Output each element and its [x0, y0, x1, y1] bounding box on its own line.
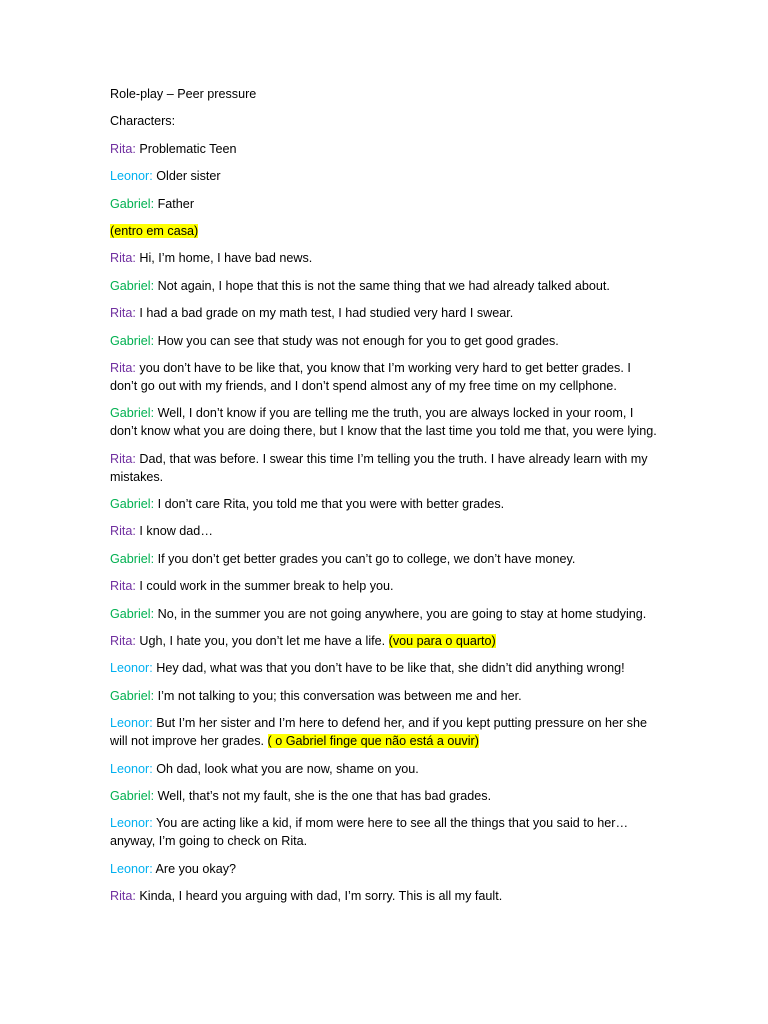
line-text: Ugh, I hate you, you don’t let me have a life.	[139, 634, 386, 649]
speaker-name: Gabriel:	[110, 278, 155, 293]
character-description: Older sister	[156, 169, 221, 184]
speaker-name: Rita:	[110, 889, 136, 904]
speaker-name: Rita:	[110, 306, 136, 321]
character-name: Gabriel:	[110, 196, 155, 211]
line-text: But I’m her sister and I’m here to defend her, and if you kept putting pressure on her she will not improve her grades.	[110, 716, 647, 749]
line-text: I had a bad grade on my math test, I had studied very hard I swear.	[139, 306, 514, 321]
line-text: Not again, I hope that this is not the same thing that we had already talked about.	[157, 278, 610, 293]
character-entry	[110, 140, 658, 158]
character-entry	[110, 167, 658, 185]
line-text: Well, that’s not my fault, she is the one that has bad grades.	[157, 788, 492, 803]
dialogue-line	[110, 450, 658, 486]
stage-direction-text: (entro em casa)	[110, 223, 199, 238]
line-text: You are acting like a kid, if mom were here to see all the things that you said to her… anyway, I’m going to check on Rita.	[110, 816, 629, 849]
dialogue-line	[110, 359, 658, 395]
dialogue-line	[110, 632, 658, 650]
speaker-name: Rita:	[110, 524, 136, 539]
speaker-name: Gabriel:	[110, 333, 155, 348]
stage-direction	[110, 222, 658, 240]
speaker-name: Rita:	[110, 251, 136, 266]
line-text: Well, I don’t know if you are telling me the truth, you are always locked in your room, I don’t know what you are doing there, but I know that the last time you told me that, you were lying.	[110, 406, 657, 439]
document-body	[110, 85, 658, 915]
dialogue	[110, 249, 658, 905]
dialogue-line	[110, 860, 658, 878]
line-text: Kinda, I heard you arguing with dad, I’m sorry. This is all my fault.	[139, 889, 503, 904]
dialogue-line	[110, 814, 658, 850]
stage-direction-text: ( o Gabriel finge que não está a ouvir)	[267, 734, 479, 749]
speaker-name: Rita:	[110, 451, 136, 466]
dialogue-line	[110, 404, 658, 440]
line-text: If you don’t get better grades you can’t go to college, we don’t have money.	[157, 551, 576, 566]
speaker-name: Rita:	[110, 360, 136, 375]
speaker-name: Gabriel:	[110, 497, 155, 512]
dialogue-line	[110, 495, 658, 513]
dialogue-line	[110, 522, 658, 540]
dialogue-line	[110, 787, 658, 805]
character-name: Leonor:	[110, 169, 153, 184]
line-text: Oh dad, look what you are now, shame on you.	[156, 761, 419, 776]
dialogue-line	[110, 887, 658, 905]
character-description: Problematic Teen	[139, 141, 237, 156]
speaker-name: Leonor:	[110, 816, 153, 831]
line-text: No, in the summer you are not going anywhere, you are going to stay at home studying.	[157, 606, 647, 621]
speaker-name: Leonor:	[110, 661, 153, 676]
dialogue-line	[110, 605, 658, 623]
speaker-name: Rita:	[110, 634, 136, 649]
speaker-name: Gabriel:	[110, 606, 155, 621]
document-title: Role-play – Peer pressure	[110, 87, 257, 101]
line-text: I don’t care Rita, you told me that you were with better grades.	[157, 497, 505, 512]
character-entry	[110, 195, 658, 213]
dialogue-line	[110, 577, 658, 595]
dialogue-line	[110, 760, 658, 778]
dialogue-line	[110, 550, 658, 568]
line-text: How you can see that study was not enough for you to get good grades.	[157, 333, 559, 348]
dialogue-line	[110, 277, 658, 295]
line-text: Hi, I’m home, I have bad news.	[139, 251, 313, 266]
speaker-name: Leonor:	[110, 716, 153, 731]
speaker-name: Leonor:	[110, 761, 153, 776]
line-text: you don’t have to be like that, you know that I’m working very hard to get better grades. I don’t go out with my friends, and I don’t spend almost any of my free time on my cellphone.	[110, 360, 631, 393]
character-name: Rita:	[110, 141, 136, 156]
line-text: I’m not talking to you; this conversation was between me and her.	[157, 688, 522, 703]
dialogue-line	[110, 332, 658, 350]
line-text: I know dad…	[139, 524, 213, 539]
dialogue-line	[110, 249, 658, 267]
line-text: Are you okay?	[155, 861, 237, 876]
dialogue-line	[110, 714, 658, 750]
stage-direction-text: (vou para o quarto)	[388, 634, 496, 649]
speaker-name: Rita:	[110, 579, 136, 594]
speaker-name: Gabriel:	[110, 688, 155, 703]
line-text: Hey dad, what was that you don’t have to be like that, she didn’t did anything wrong!	[156, 661, 625, 676]
line-text: I could work in the summer break to help you.	[139, 579, 394, 594]
speaker-name: Leonor:	[110, 861, 153, 876]
line-text: Dad, that was before. I swear this time I’m telling you the truth. I have already learn with my mistakes.	[110, 451, 648, 484]
speaker-name: Gabriel:	[110, 551, 155, 566]
character-description: Father	[157, 196, 195, 211]
dialogue-line	[110, 659, 658, 677]
speaker-name: Gabriel:	[110, 788, 155, 803]
dialogue-line	[110, 687, 658, 705]
characters-heading: Characters:	[110, 114, 176, 129]
speaker-name: Gabriel:	[110, 406, 155, 421]
dialogue-line	[110, 304, 658, 322]
